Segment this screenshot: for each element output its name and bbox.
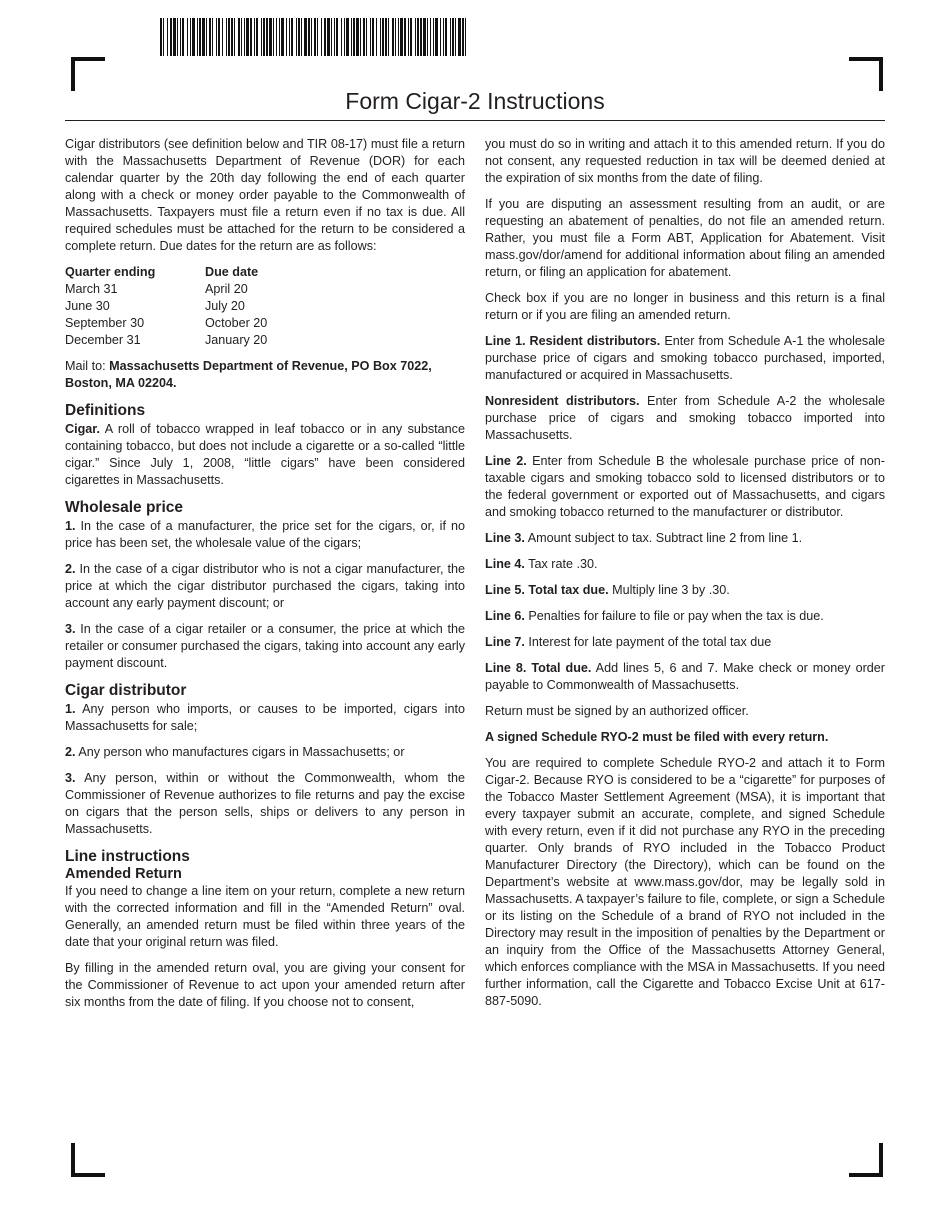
dispute-paragraph: If you are disputing an assessment resulting from an audit, or are requesting an abatement of penalties, do not file an amended return. Rather, you must file a Form ABT, Application for Abatement. Visit mass.gov/dor/amend for additional information about filing an amended return, or filing an application for abatement. [485, 197, 885, 279]
line-text: Enter from Schedule B the wholesale purchase price of non-taxable cigars and smoking tobacco sold to licensed distributors or to the federal government or exported out of Massachusetts, and cigars and smoking tobacco returned to the manufacturer or distributor. [485, 454, 885, 519]
wholesale-item [65, 561, 465, 612]
line-instruction [485, 333, 885, 384]
line-label: Line 3. [485, 531, 525, 545]
quarter-cell: March 31 [65, 282, 118, 296]
item-number: 1. [65, 519, 76, 533]
line-text: Penalties for failure to file or pay when the tax is due. [524, 609, 824, 623]
line-label: Line 2. [485, 454, 527, 468]
item-number: 1. [65, 702, 76, 716]
due-table-header: Due date [205, 265, 259, 279]
due-cell: July 20 [205, 299, 245, 313]
page-title: Form Cigar-2 Instructions [345, 88, 605, 114]
mail-to-label: Mail to: [65, 359, 110, 373]
ryo-paragraph: You are required to complete Schedule RYO-2 and attach it to Form Cigar-2. Because RYO is considered to be a “cigarette” for purposes of the Tobacco Master Settlement Agreement (MSA), it is important that every taxpayer submit an accurate, complete, and signed Schedule with every return, even if it did not purchase any RYO in the preceding quarter. Only brands of RYO included in the Tobacco Product Manufacturer Directory (the Directory), which can be found on the Department’s website at www.mass.gov/dor, may be legally sold in Massachusetts. A taxpayer’s failure to file, complete, or sign a Schedule or its listing on the Schedule of a brand of RYO not included in the Directory may result in the imposition of penalties by the Department or an inquiry from the Office of the Massachusetts Attorney General, which enforces compliance with the MSA in Massachusetts. If you need further information, call the Cigarette and Tobacco Excise Unit at 617-887-5090. [485, 756, 885, 1008]
checkbox-paragraph: Check box if you are no longer in business and this return is a final return or if you are filing an amended return. [485, 291, 885, 322]
line-instruction [485, 393, 885, 444]
table-row [65, 281, 345, 298]
cigar-definition [65, 421, 465, 489]
quarter-cell: September 30 [65, 316, 145, 330]
line-instructions-heading: Line instructions [65, 848, 190, 865]
distributor-item [65, 744, 465, 761]
distributor-item [65, 770, 465, 838]
item-number: 3. [65, 771, 76, 785]
due-table-header: Quarter ending [65, 265, 156, 279]
line-text: Add lines 5, 6 and 7. Make check or money order payable to Commonwealth of Massachusetts. [485, 661, 885, 692]
line-label: Line 8. Total due. [485, 661, 592, 675]
left-column [65, 136, 465, 1020]
item-text: Any person, within or without the Commonwealth, whom the Commissioner of Revenue authorizes to file returns and pay the excise on cigars that the person sells, ships or delivers to any person in Massachusetts. [65, 771, 465, 836]
line-label: Line 7. [485, 635, 525, 649]
line-instruction [485, 634, 885, 651]
line-label: Line 4. [485, 557, 525, 571]
ryo-heading-text: A signed Schedule RYO-2 must be filed with every return. [485, 730, 829, 744]
right-column [485, 136, 885, 1019]
table-row [65, 315, 345, 332]
amended-paragraph: If you need to change a line item on your return, complete a new return with the corrected information and fill in the “Amended Return” oval. Generally, an amended return must be filed within three years of the date that your original return was filed. [65, 884, 465, 949]
item-text: Any person who imports, or causes to be imported, cigars into Massachusetts for sale; [65, 702, 465, 733]
registration-mark-bottom-right [849, 1143, 883, 1177]
due-cell: October 20 [205, 316, 268, 330]
cigar-text: A roll of tobacco wrapped in leaf tobacco or in any substance containing tobacco, but does not include a cigarette or a so-called “little cigar.” Since July 1, 2008, “little cigars” have been considered cigarettes in Massachusetts. [65, 422, 465, 487]
amended-continuation: you must do so in writing and attach it to this amended return. If you do not consent, any requested reduction in tax will be deemed denied at the expiration of six months from the date of filing. [485, 137, 885, 185]
line-instruction [485, 556, 885, 573]
quarter-cell: December 31 [65, 333, 141, 347]
barcode [160, 18, 470, 56]
wholesale-heading: Wholesale price [65, 499, 184, 516]
line-text: Enter from Schedule A-2 the wholesale purchase price of cigars and smoking tobacco imported into Massachusetts. [485, 394, 886, 442]
line-text: Amount subject to tax. Subtract line 2 from line 1. [524, 531, 803, 545]
amended-paragraph: By filling in the amended return oval, you are giving your consent for the Commissioner of Revenue to act upon your amended return after six months from the date of filing. If you choose not to consent, [65, 961, 465, 1009]
line-instruction [485, 660, 885, 694]
table-row [65, 332, 345, 349]
line-label: Nonresident distributors. [485, 394, 640, 408]
item-number: 3. [65, 622, 76, 636]
line-instruction [485, 530, 885, 547]
table-row [65, 298, 345, 315]
distributor-heading: Cigar distributor [65, 682, 187, 699]
line-instruction [485, 582, 885, 599]
intro-paragraph: Cigar distributors (see definition below and TIR 08-17) must file a return with the Massachusetts Department of Revenue (DOR) for each calendar quarter by the 20th day following the end of each quarter along with a check or money order payable to the Commonwealth of Massachusetts. Taxpayers must file a return even if no tax is due. All required schedules must be attached for the return to be considered a complete return. Due dates for the return are as follows: [65, 137, 465, 253]
line-label: Line 5. Total tax due. [485, 583, 609, 597]
cigar-term: Cigar. [65, 422, 100, 436]
item-text: In the case of a manufacturer, the price set for the cigars, or, if no price has been set, the wholesale value of the cigars; [65, 519, 465, 550]
due-date-table [65, 264, 345, 349]
item-text: In the case of a cigar distributor who is not a cigar manufacturer, the price at which the cigar distributor purchased the cigars, taking into account any early payment discount; or [65, 562, 465, 610]
line-text: Multiply line 3 by .30. [608, 583, 730, 597]
wholesale-item [65, 621, 465, 672]
item-number: 2. [65, 745, 76, 759]
line-label: Line 1. Resident distributors. [485, 334, 661, 348]
mail-to-paragraph [65, 358, 465, 392]
line-instruction [485, 608, 885, 625]
registration-mark-bottom-left [71, 1143, 105, 1177]
item-text: In the case of a cigar retailer or a consumer, the price at which the retailer or consumer purchased the cigars, taking into account any early payment discount. [65, 622, 465, 670]
line-text: Interest for late payment of the total tax due [524, 635, 772, 649]
line-text: Enter from Schedule A-1 the wholesale purchase price of cigars and smoking tobacco purchased, imported, manufactured or acquired in Massachusetts. [485, 334, 886, 382]
amended-return-heading: Amended Return [65, 866, 182, 882]
registration-mark-top-right [849, 57, 883, 91]
wholesale-item [65, 518, 465, 552]
signed-paragraph: Return must be signed by an authorized officer. [485, 704, 749, 718]
quarter-cell: June 30 [65, 299, 110, 313]
line-instruction [485, 453, 885, 521]
ryo-heading [485, 729, 885, 746]
title-rule [65, 120, 885, 121]
definitions-heading: Definitions [65, 402, 146, 419]
item-number: 2. [65, 562, 76, 576]
mail-address: Massachusetts Department of Revenue, PO Box 7022, Boston, MA 02204. [65, 359, 432, 390]
item-text: Any person who manufactures cigars in Massachusetts; or [75, 745, 405, 759]
due-cell: April 20 [205, 282, 248, 296]
line-label: Line 6. [485, 609, 525, 623]
line-text: Tax rate .30. [524, 557, 598, 571]
registration-mark-top-left [71, 57, 105, 91]
due-cell: January 20 [205, 333, 268, 347]
distributor-item [65, 701, 465, 735]
